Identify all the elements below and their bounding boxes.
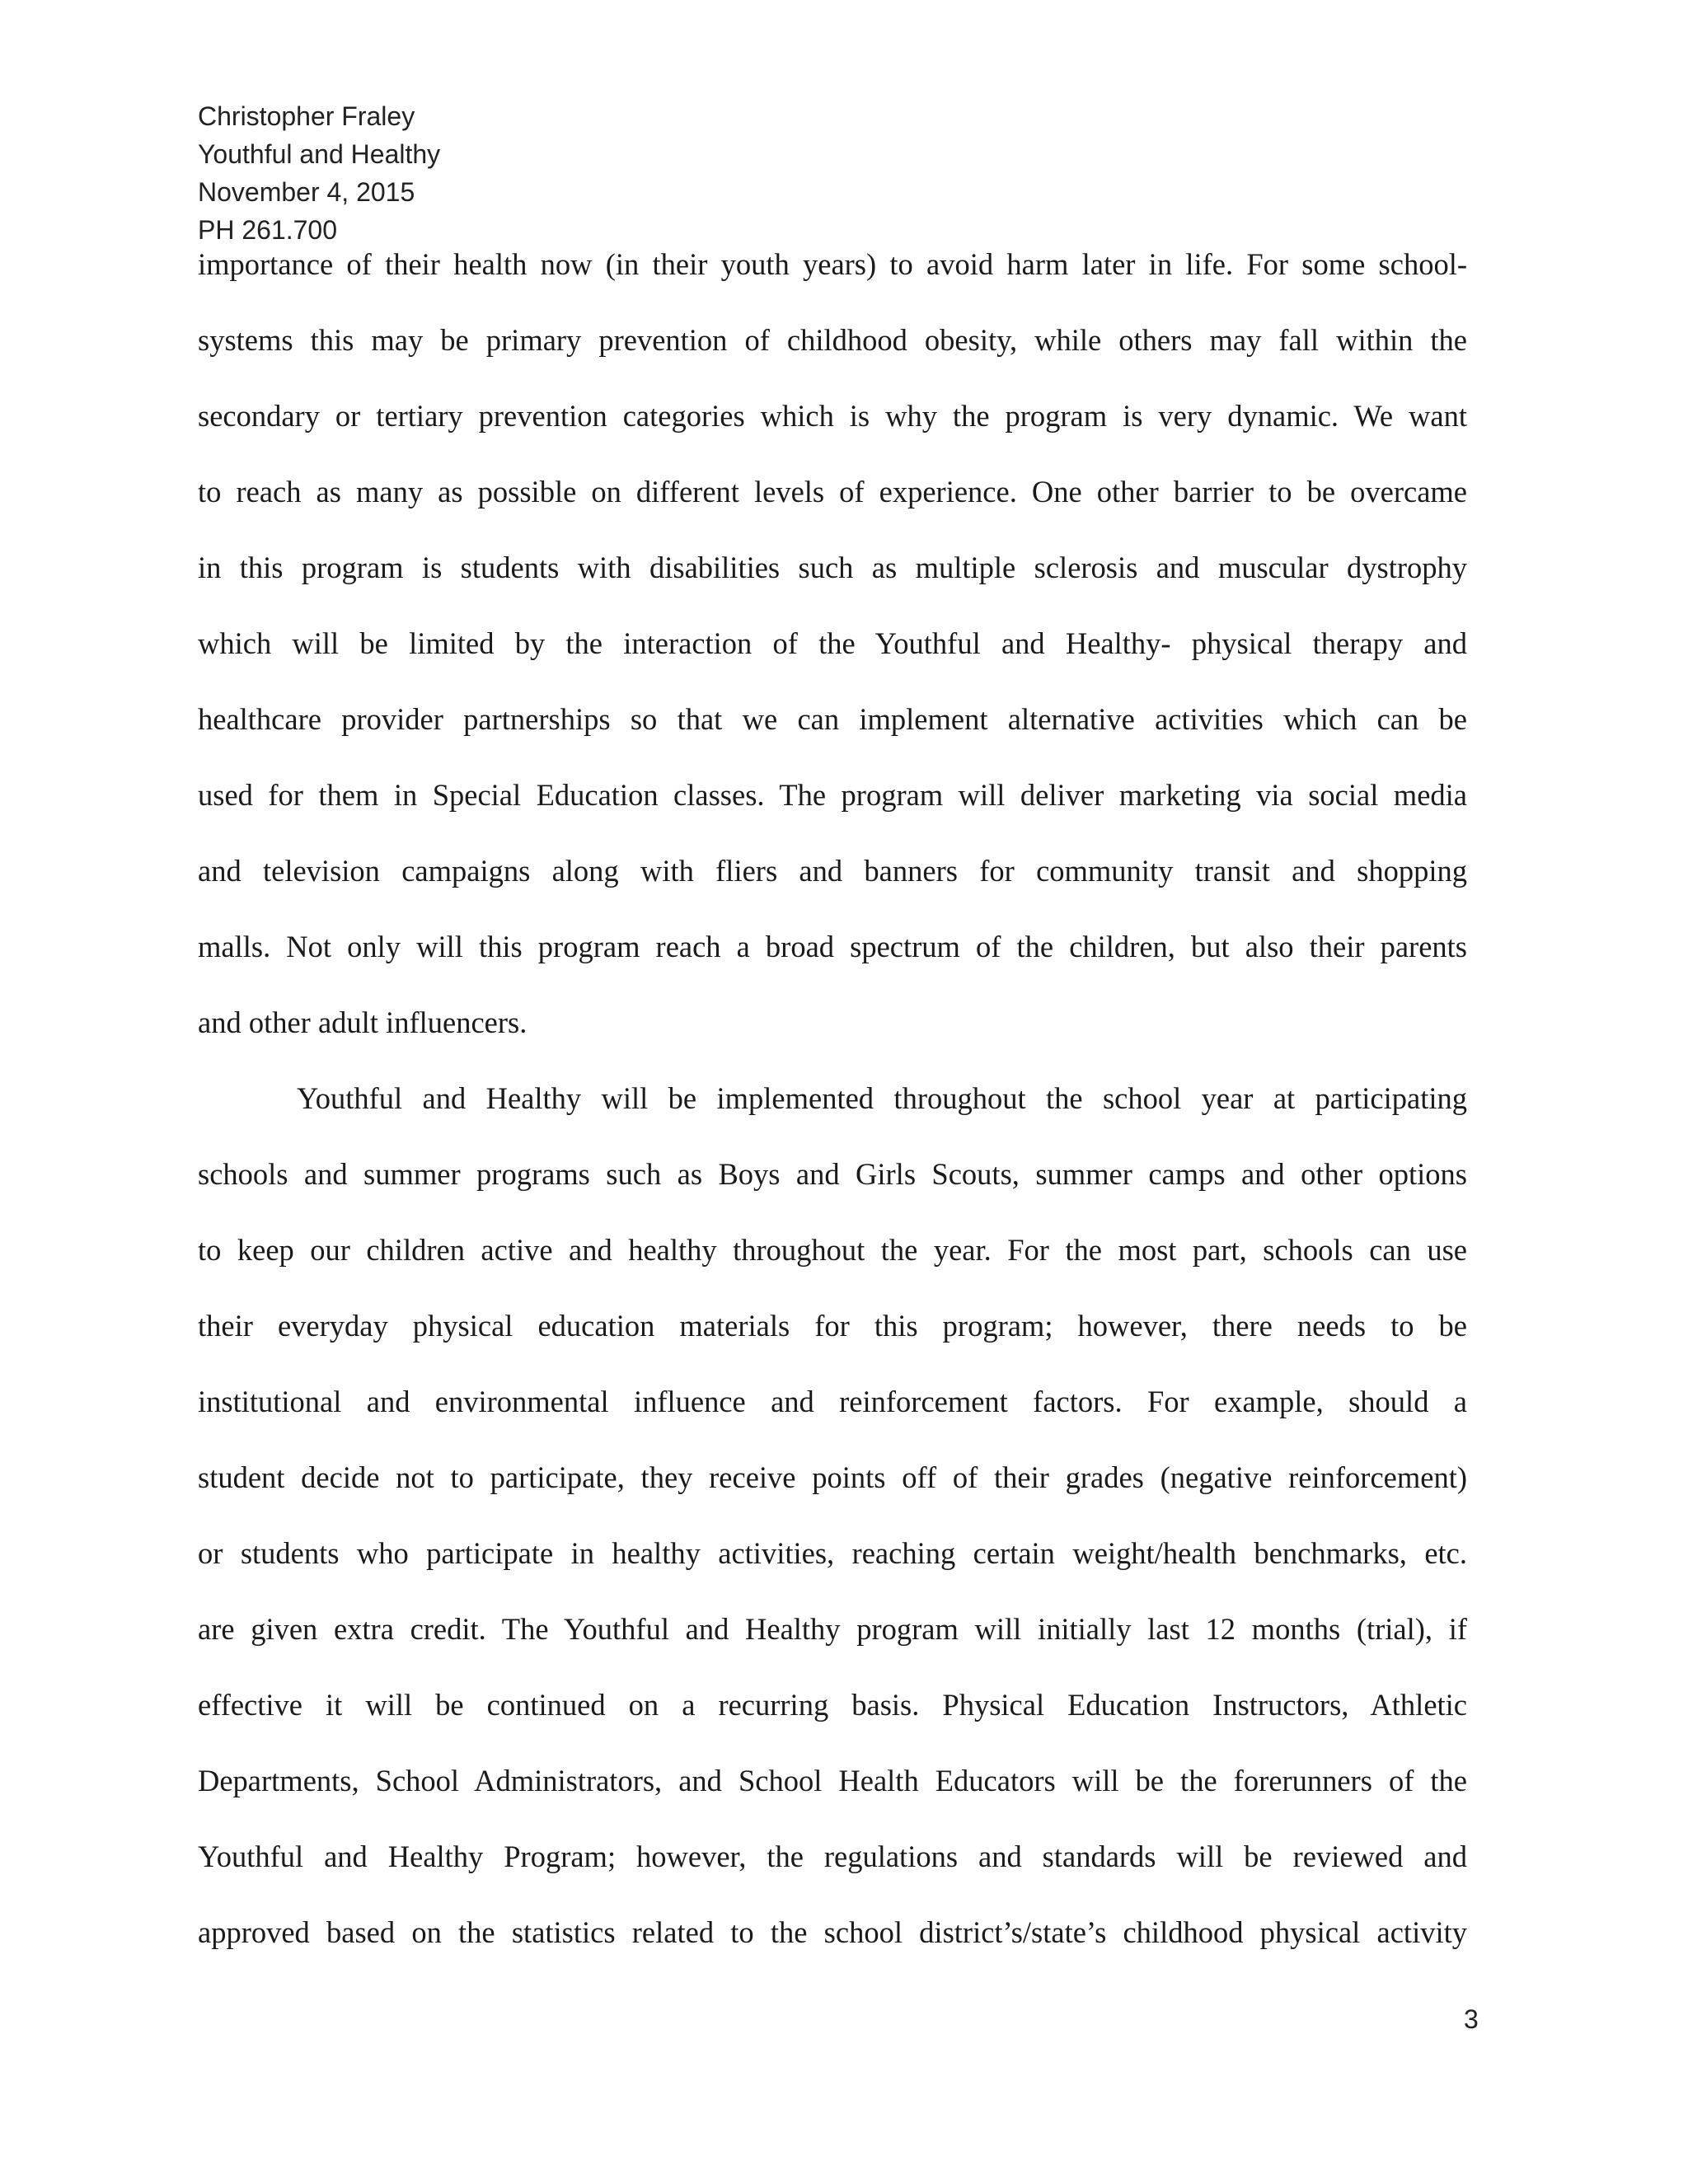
text-line: Youthful and Healthy will be implemented throughout the school year at participating — [297, 1081, 1467, 1115]
text-line: in this program is students with disabilities such as multiple sclerosis and muscular dystrophy — [198, 551, 1467, 584]
text-line: importance of their health now (in their youth years) to avoid harm later in life. For some school- — [198, 247, 1467, 281]
text-line: effective it will be continued on a recurring basis. Physical Education Instructors, Athletic — [198, 1688, 1467, 1722]
text-line: or students who participate in healthy activities, reaching certain weight/health benchmarks, etc. — [198, 1536, 1467, 1570]
text-line: secondary or tertiary prevention categories which is why the program is very dynamic. We want — [198, 399, 1467, 433]
text-line: student decide not to participate, they receive points off of their grades (negative reinforcement) — [198, 1460, 1467, 1494]
text-line: healthcare provider partnerships so that we can implement alternative activities which can be — [198, 702, 1467, 736]
text-line: institutional and environmental influence and reinforcement factors. For example, should a — [198, 1385, 1467, 1418]
text-line: which will be limited by the interaction of the Youthful and Healthy- physical therapy and — [198, 626, 1467, 660]
document-header — [198, 97, 440, 249]
text-line: and other adult influencers. — [198, 1005, 528, 1039]
paragraph-2 — [198, 1078, 1467, 1988]
document-title: Youthful and Healthy — [198, 139, 441, 169]
author-name: Christopher Fraley — [198, 101, 415, 131]
text-line: their everyday physical education materials for this program; however, there needs to be — [198, 1309, 1467, 1343]
text-line: Youthful and Healthy Program; however, the regulations and standards will be reviewed and — [198, 1840, 1467, 1873]
text-line: are given extra credit. The Youthful and Healthy program will initially last 12 months (trial), if — [198, 1612, 1467, 1646]
paragraph-1 — [198, 244, 1467, 1078]
text-line: malls. Not only will this program reach a broad spectrum of the children, but also their parents — [198, 930, 1467, 963]
text-line: systems this may be primary prevention of childhood obesity, while others may fall within the — [198, 323, 1467, 357]
course-code: PH 261.700 — [198, 215, 338, 245]
text-line: and television campaigns along with fliers and banners for community transit and shopping — [198, 854, 1467, 888]
text-line: to keep our children active and healthy throughout the year. For the most part, schools can use — [198, 1233, 1467, 1267]
text-line: schools and summer programs such as Boys and Girls Scouts, summer camps and other options — [198, 1157, 1467, 1191]
text-line: used for them in Special Education classes. The program will deliver marketing via social media — [198, 778, 1467, 812]
body-text — [198, 244, 1467, 1988]
text-line: approved based on the statistics related to the school district’s/state’s childhood physical activity — [198, 1915, 1467, 1949]
text-line: to reach as many as possible on different levels of experience. One other barrier to be overcame — [198, 475, 1467, 509]
document-date: November 4, 2015 — [198, 177, 415, 207]
text-line: Departments, School Administrators, and School Health Educators will be the forerunners of the — [198, 1764, 1467, 1797]
page-number: 3 — [1464, 2004, 1479, 2034]
